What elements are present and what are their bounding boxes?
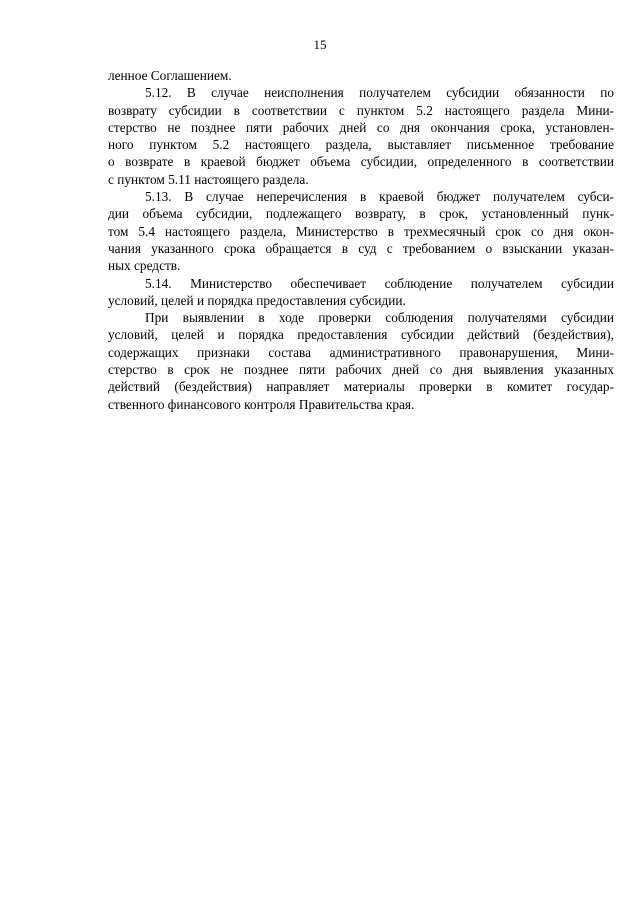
text-line: стерство не позднее пяти рабочих дней со дня окончания срока, установлен- bbox=[108, 119, 614, 135]
page-number: 15 bbox=[313, 37, 327, 52]
paragraph-5-14 bbox=[108, 275, 614, 310]
text-line: ленное Соглашением. bbox=[108, 68, 232, 83]
text-line: с пунктом 5.11 настоящего раздела. bbox=[108, 171, 309, 187]
text-line: дии объема субсидии, подлежащего возврату, в срок, установленный пунк- bbox=[108, 206, 614, 222]
text-line: возврату субсидии в соответствии с пунктом 5.2 настоящего раздела Мини- bbox=[108, 102, 614, 118]
text-line: условий, целей и порядка предоставления субсидии. bbox=[108, 292, 406, 308]
paragraph-5-12 bbox=[108, 84, 614, 188]
text-line: условий, целей и порядка предоставления субсидии действий (бездействия), bbox=[108, 327, 614, 343]
text-line: стерство в срок не позднее пяти рабочих дней со дня выявления указанных bbox=[108, 362, 614, 378]
text-line: о возврате в краевой бюджет объема субсидии, определенного в соответствии bbox=[108, 154, 614, 170]
text-line: чания указанного срока обращается в суд с требованием о взыскании указан- bbox=[108, 240, 614, 256]
text-line: 5.14. Министерство обеспечивает соблюдение получателем субсидии bbox=[145, 275, 614, 291]
text-line: ных средств. bbox=[108, 258, 181, 274]
text-line: ного пунктом 5.2 настоящего раздела, выставляет письменное требование bbox=[108, 137, 614, 153]
text-line: том 5.4 настоящего раздела, Министерство в трехмесячный срок со дня окон- bbox=[108, 223, 614, 239]
document-body bbox=[108, 67, 614, 413]
text-line: При выявлении в ходе проверки соблюдения получателями субсидии bbox=[145, 310, 614, 326]
text-line: 5.12. В случае неисполнения получателем субсидии обязанности по bbox=[145, 85, 614, 101]
text-line: ственного финансового контроля Правительства края. bbox=[108, 396, 415, 412]
paragraph-violation-detection bbox=[108, 309, 614, 413]
paragraph-5-13 bbox=[108, 188, 614, 274]
text-line: действий (бездействия) направляет материалы проверки в комитет государ- bbox=[108, 379, 614, 395]
text-line: содержащих признаки состава административного правонарушения, Мини- bbox=[108, 344, 614, 360]
text-line: 5.13. В случае неперечисления в краевой бюджет получателем субси- bbox=[145, 189, 614, 205]
paragraph-continuation bbox=[108, 67, 614, 84]
